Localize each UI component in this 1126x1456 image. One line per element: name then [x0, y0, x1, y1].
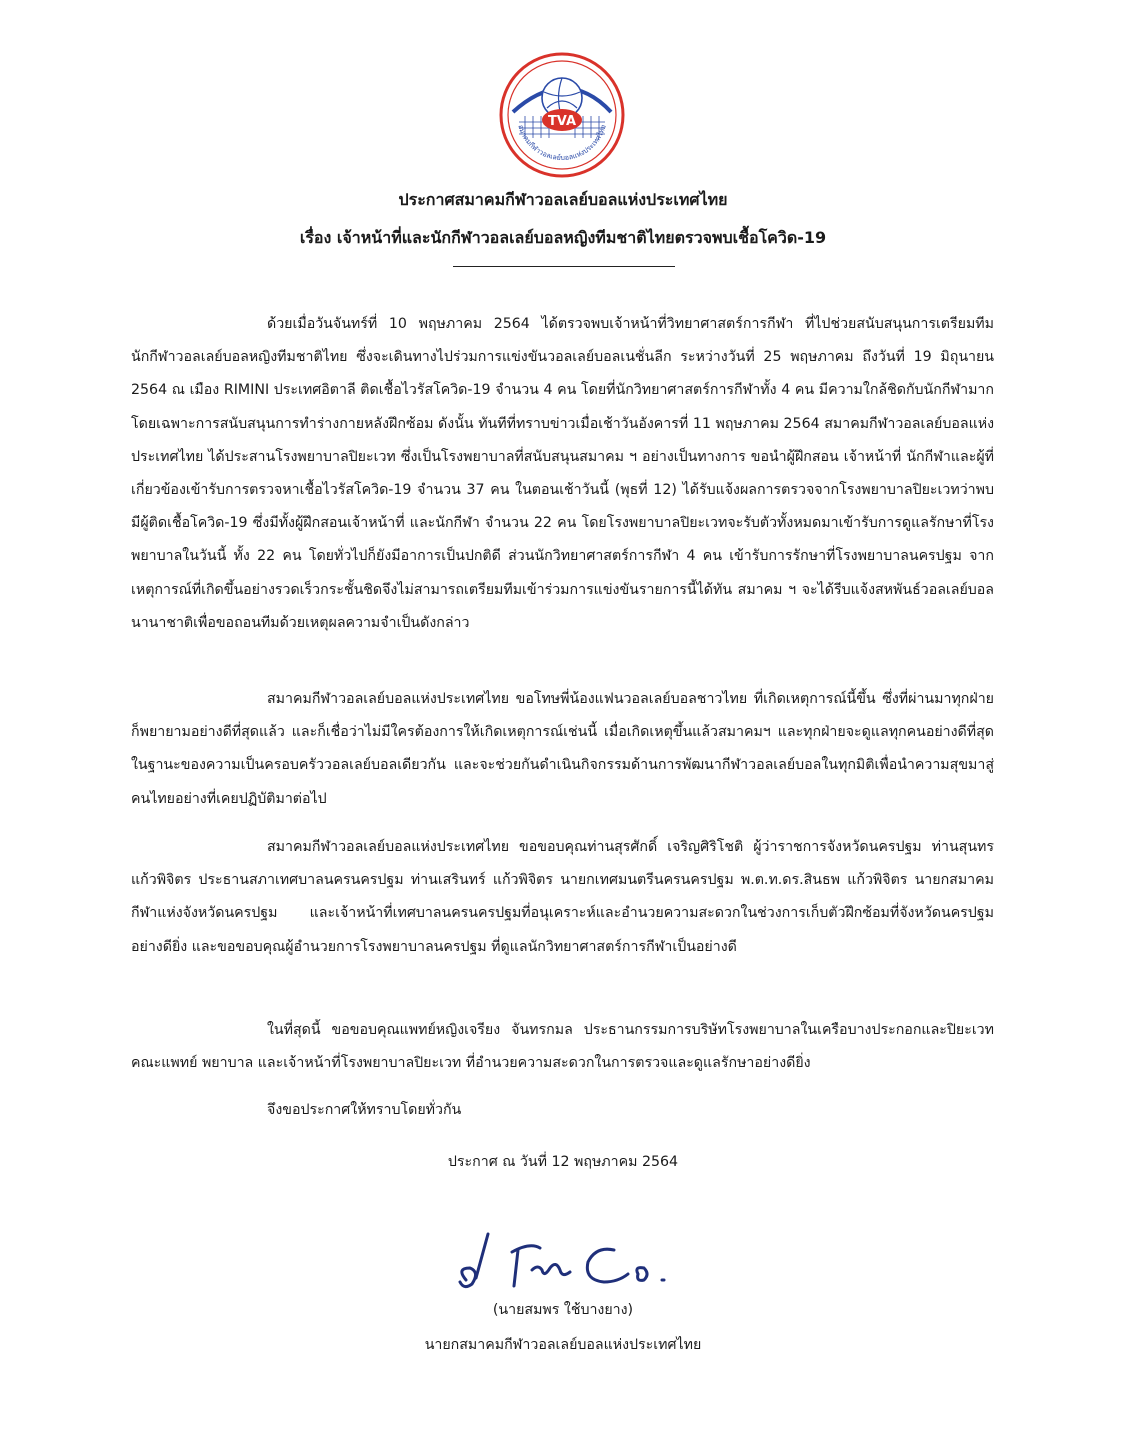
closing-text: จึงขอประกาศให้ทราบโดยทั่วกัน [267, 1102, 462, 1118]
title-divider [453, 266, 675, 267]
handwritten-signature [448, 1228, 684, 1302]
paragraph-text: ในที่สุดนี้ ขอขอบคุณแพทย์หญิงเจรียง จันทรกมล ประธานกรรมการบริษัทโรงพยาบาลในเครือบางประกอกและปิยะเวท คณะแพทย์ พยาบาล และเจ้าหน้าที่โรงพยาบาลปิยะเวท ที่อำนวยความสะดวกในการตรวจและดูแลรักษาอย่างดียิ่ง [131, 1022, 994, 1072]
body-paragraph-3 [131, 831, 994, 964]
body-paragraph-2 [131, 683, 994, 816]
signer-title: นายกสมาคมกีฬาวอลเลย์บอลแห่งประเทศไทย [424, 1337, 702, 1353]
dateline: ประกาศ ณ วันที่ 12 พฤษภาคม 2564 [447, 1154, 679, 1170]
body-paragraph-1 [131, 308, 994, 640]
paragraph-text: สมาคมกีฬาวอลเลย์บอลแห่งประเทศไทย ขอโทษพี่น้องแฟนวอลเลย์บอลชาวไทย ที่เกิดเหตุการณ์นี้ขึ้น ซึ่งที่ผ่านมาทุกฝ่ายก็พยายามอย่างดีที่สุดแล้ว และก็เชื่อว่าไม่มีใครต้องการให้เกิดเหตุการณ์เช่นนี้ เมื่อเกิดเหตุขึ้นแล้วสมาคมฯ และทุกฝ่ายจะดูแลทุกคนอย่างดีที่สุดในฐานะของความเป็นครอบครัววอลเลย์บอลเดียวกัน และจะช่วยกันดำเนินกิจกรรมด้านการพัฒนากีฬาวอลเลย์บอลในทุกมิติเพื่อนำความสุขมาสู่คนไทยอย่างที่เคยปฏิบัติมาต่อไป [131, 691, 994, 807]
tva-logo [497, 50, 627, 180]
logo-ring-text: สมาคมกีฬาวอลเลย์บอลแห่งประเทศไทย [516, 123, 608, 163]
paragraph-text: สมาคมกีฬาวอลเลย์บอลแห่งประเทศไทย ขอขอบคุณท่านสุรศักดิ์ เจริญศิริโชติ ผู้ว่าราชการจังหวัดนครปฐม ท่านสุนทร แก้วพิจิตร ประธานสภาเทศบาลนครนครปฐม ท่านเสรินทร์ แก้วพิจิตร นายกเทศมนตรีนครนครปฐม พ.ต.ท.ดร.สินธพ แก้วพิจิตร นายกสมาคมกีฬาแห่งจังหวัดนครปฐม และเจ้าหน้าที่เทศบาลนครนครปฐมที่อนุเคราะห์และอำนวยความสะดวกในช่วงการเก็บตัวฝึกซ้อมที่จังหวัดนครปฐม อย่างดียิ่ง และขอขอบคุณผู้อำนวยการโรงพยาบาลนครปฐม ที่ดูแลนักวิทยาศาสตร์การกีฬาเป็นอย่างดี [131, 839, 994, 955]
closing-line [267, 1094, 867, 1127]
paragraph-text: ด้วยเมื่อวันจันทร์ที่ 10 พฤษภาคม 2564 ได้ตรวจพบเจ้าหน้าที่วิทยาศาสตร์การกีฬา ที่ไปช่วยสนับสนุนการเตรียมทีมนักกีฬาวอลเลย์บอลหญิงทีมชาติไทย ซึ่งจะเดินทางไปร่วมการแข่งขันวอลเลย์บอลเนชั่นลีก ระหว่างวันที่ 25 พฤษภาคม ถึงวันที่ 19 มิถุนายน 2564 ณ เมือง RIMINI ประเทศอิตาลี ติดเชื้อไวรัสโควิด-19 จำนวน 4 คน โดยที่นักวิทยาศาสตร์การกีฬาทั้ง 4 คน มีความใกล้ชิดกับนักกีฬามากโดยเฉพาะการสนับสนุนการทำร่างกายหลังฝึกซ้อม ดังนั้น ทันทีที่ทราบข่าวเมื่อเช้าวันอังคารที่ 11 พฤษภาคม 2564 สมาคมกีฬาวอลเลย์บอลแห่งประเทศไทย ได้ประสานโรงพยาบาลปิยะเวท ซึ่งเป็นโรงพยาบาลที่สนับสนุนสมาคม ฯ อย่างเป็นทางการ ขอนำผู้ฝึกสอน เจ้าหน้าที่ นักกีฬาและผู้ที่เกี่ยวข้องเข้ารับการตรวจหาเชื้อไวรัสโควิด-19 จำนวน 37 คน ในตอนเช้าวันนี้ (พุธที่ 12) ได้รับแจ้งผลการตรวจจากโรงพยาบาลปิยะเวทว่าพบมีผู้ติดเชื้อโควิด-19 ซึ่งมีทั้งผู้ฝึกสอนเจ้าหน้าที่ และนักกีฬา จำนวน 22 คน โดยโรงพยาบาลปิยะเวทจะรับตัวทั้งหมดมาเข้ารับการดูแลรักษาที่โรงพยาบาลในวันนี้ ทั้ง 22 คน โดยทั่วไปก็ยังมีอาการเป็นปกติดี ส่วนนักวิทยาศาสตร์การกีฬา 4 คน เข้ารับการรักษาที่โรงพยาบาลนครปฐม จากเหตุการณ์ที่เกิดขึ้นอย่างรวดเร็วกระชั้นชิดจึงไม่สามารถเตรียมทีมเข้าร่วมการแข่งขันรายการนี้ได้ทัน สมาคม ฯ จะได้รีบแจ้งสหพันธ์วอลเลย์บอลนานาชาติเพื่อขอถอนทีมด้วยเหตุผลความจำเป็นดังกล่าว [131, 316, 994, 631]
body-paragraph-4 [131, 1014, 994, 1080]
announcement-title: ประกาศสมาคมกีฬาวอลเลย์บอลแห่งประเทศไทย [398, 190, 728, 209]
signer-name: (นายสมพร ใช้บางยาง) [492, 1302, 634, 1318]
logo-abbreviation: TVA [547, 114, 577, 129]
announcement-subject: เรื่อง เจ้าหน้าที่และนักกีฬาวอลเลย์บอลหญิงทีมชาติไทยตรวจพบเชื้อโควิด-19 [299, 228, 827, 247]
